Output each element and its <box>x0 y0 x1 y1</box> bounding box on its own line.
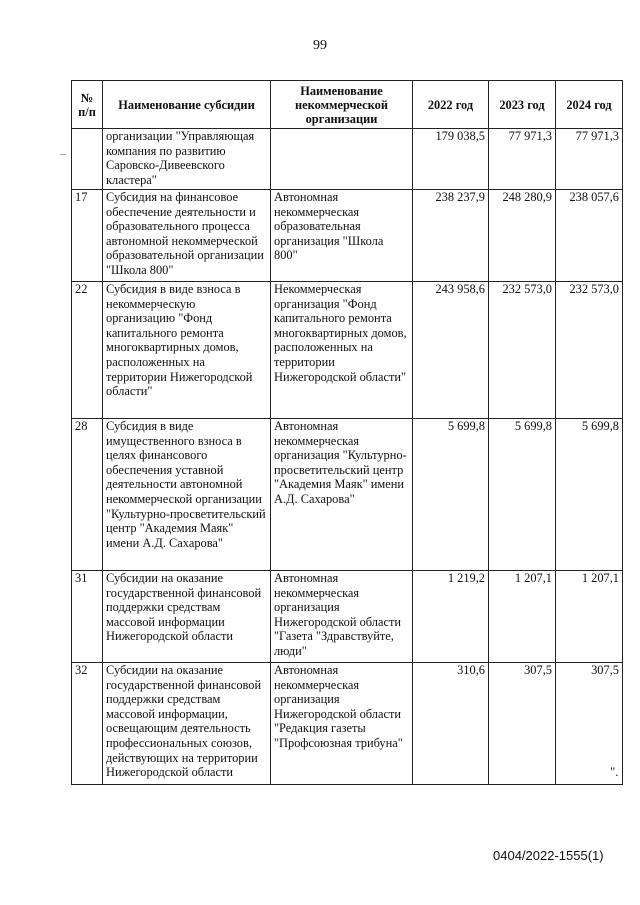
row-value-2024: 238 057,6 <box>556 190 623 282</box>
document-code: 0404/2022-1555(1) <box>493 848 604 863</box>
table-row <box>72 282 623 419</box>
row-value-2022: 238 237,9 <box>413 190 489 282</box>
row-value-2023: 307,5 <box>489 663 556 785</box>
row-value-2022: 243 958,6 <box>413 282 489 419</box>
row-value-2023: 232 573,0 <box>489 282 556 419</box>
header-year-2024: 2024 год <box>556 81 623 129</box>
row-organization: Автономная некоммерческая организация Нижегородской области "Газета "Здравствуйте, люди" <box>271 571 413 663</box>
row-number: 32 <box>72 663 103 785</box>
page-number: 99 <box>313 38 327 53</box>
header-num: № п/п <box>72 81 103 129</box>
row-value-2022: 310,6 <box>413 663 489 785</box>
margin-mark: – <box>60 146 66 160</box>
row-number: 22 <box>72 282 103 419</box>
header-organization: Наименование некоммерческой организации <box>271 81 413 129</box>
row-number <box>72 129 103 190</box>
row-value-2023: 248 280,9 <box>489 190 556 282</box>
row-value-2023: 5 699,8 <box>489 419 556 571</box>
row-subsidy-name: Субсидия в виде взноса в некоммерческую организацию "Фонд капитального ремонта многоквартирных домов, расположенных на территории Нижегородской области" <box>103 282 271 419</box>
row-subsidy-name: Субсидии на оказание государственной финансовой поддержки средствам массовой информации, освещающим деятельность профессиональных союзов, действующих на территории Нижегородской области <box>103 663 271 785</box>
closing-quote: ". <box>610 764 619 779</box>
row-value-2024: 1 207,1 <box>556 571 623 663</box>
row-subsidy-name: Субсидия на финансовое обеспечение деятельности и образовательного процесса автономной некоммерческой образовательной организации "Школа 800" <box>103 190 271 282</box>
row-value-2022: 1 219,2 <box>413 571 489 663</box>
row-number: 28 <box>72 419 103 571</box>
header-year-2022: 2022 год <box>413 81 489 129</box>
row-value-2022: 5 699,8 <box>413 419 489 571</box>
row-number: 17 <box>72 190 103 282</box>
row-subsidy-name: Субсидии на оказание государственной финансовой поддержки средствам массовой информации Нижегородской области <box>103 571 271 663</box>
row-value-2024: 5 699,8 <box>556 419 623 571</box>
row-organization: Некоммерческая организация "Фонд капитального ремонта многоквартирных домов, расположенных на территории Нижегородской области" <box>271 282 413 419</box>
row-organization: Автономная некоммерческая образовательная организация "Школа 800" <box>271 190 413 282</box>
table-row <box>72 663 623 785</box>
table-row <box>72 190 623 282</box>
row-organization <box>271 129 413 190</box>
header-year-2023: 2023 год <box>489 81 556 129</box>
row-value-2023: 1 207,1 <box>489 571 556 663</box>
row-organization: Автономная некоммерческая организация Нижегородской области "Редакция газеты "Профсоюзная трибуна" <box>271 663 413 785</box>
row-organization: Автономная некоммерческая организация "Культурно-просветительский центр "Академия Маяк" имени А.Д. Сахарова" <box>271 419 413 571</box>
row-value-2024: 77 971,3 <box>556 129 623 190</box>
row-value-2023: 77 971,3 <box>489 129 556 190</box>
row-value-2024: 232 573,0 <box>556 282 623 419</box>
row-subsidy-name: организации "Управляющая компания по развитию Саровско-Дивеевского кластера" <box>103 129 271 190</box>
table-row <box>72 129 623 190</box>
table-row <box>72 419 623 571</box>
row-number: 31 <box>72 571 103 663</box>
header-subsidy-name: Наименование субсидии <box>103 81 271 129</box>
row-subsidy-name: Субсидия в виде имущественного взноса в целях финансового обеспечения уставной деятельности автономной некоммерческой организации "Культурно-просветительский центр "Академия Маяк" имени А.Д. Сахарова" <box>103 419 271 571</box>
table-row <box>72 571 623 663</box>
row-value-2022: 179 038,5 <box>413 129 489 190</box>
row-value-2024: 307,5 <box>556 663 623 785</box>
header-row <box>72 81 623 129</box>
subsidies-table <box>71 80 623 785</box>
